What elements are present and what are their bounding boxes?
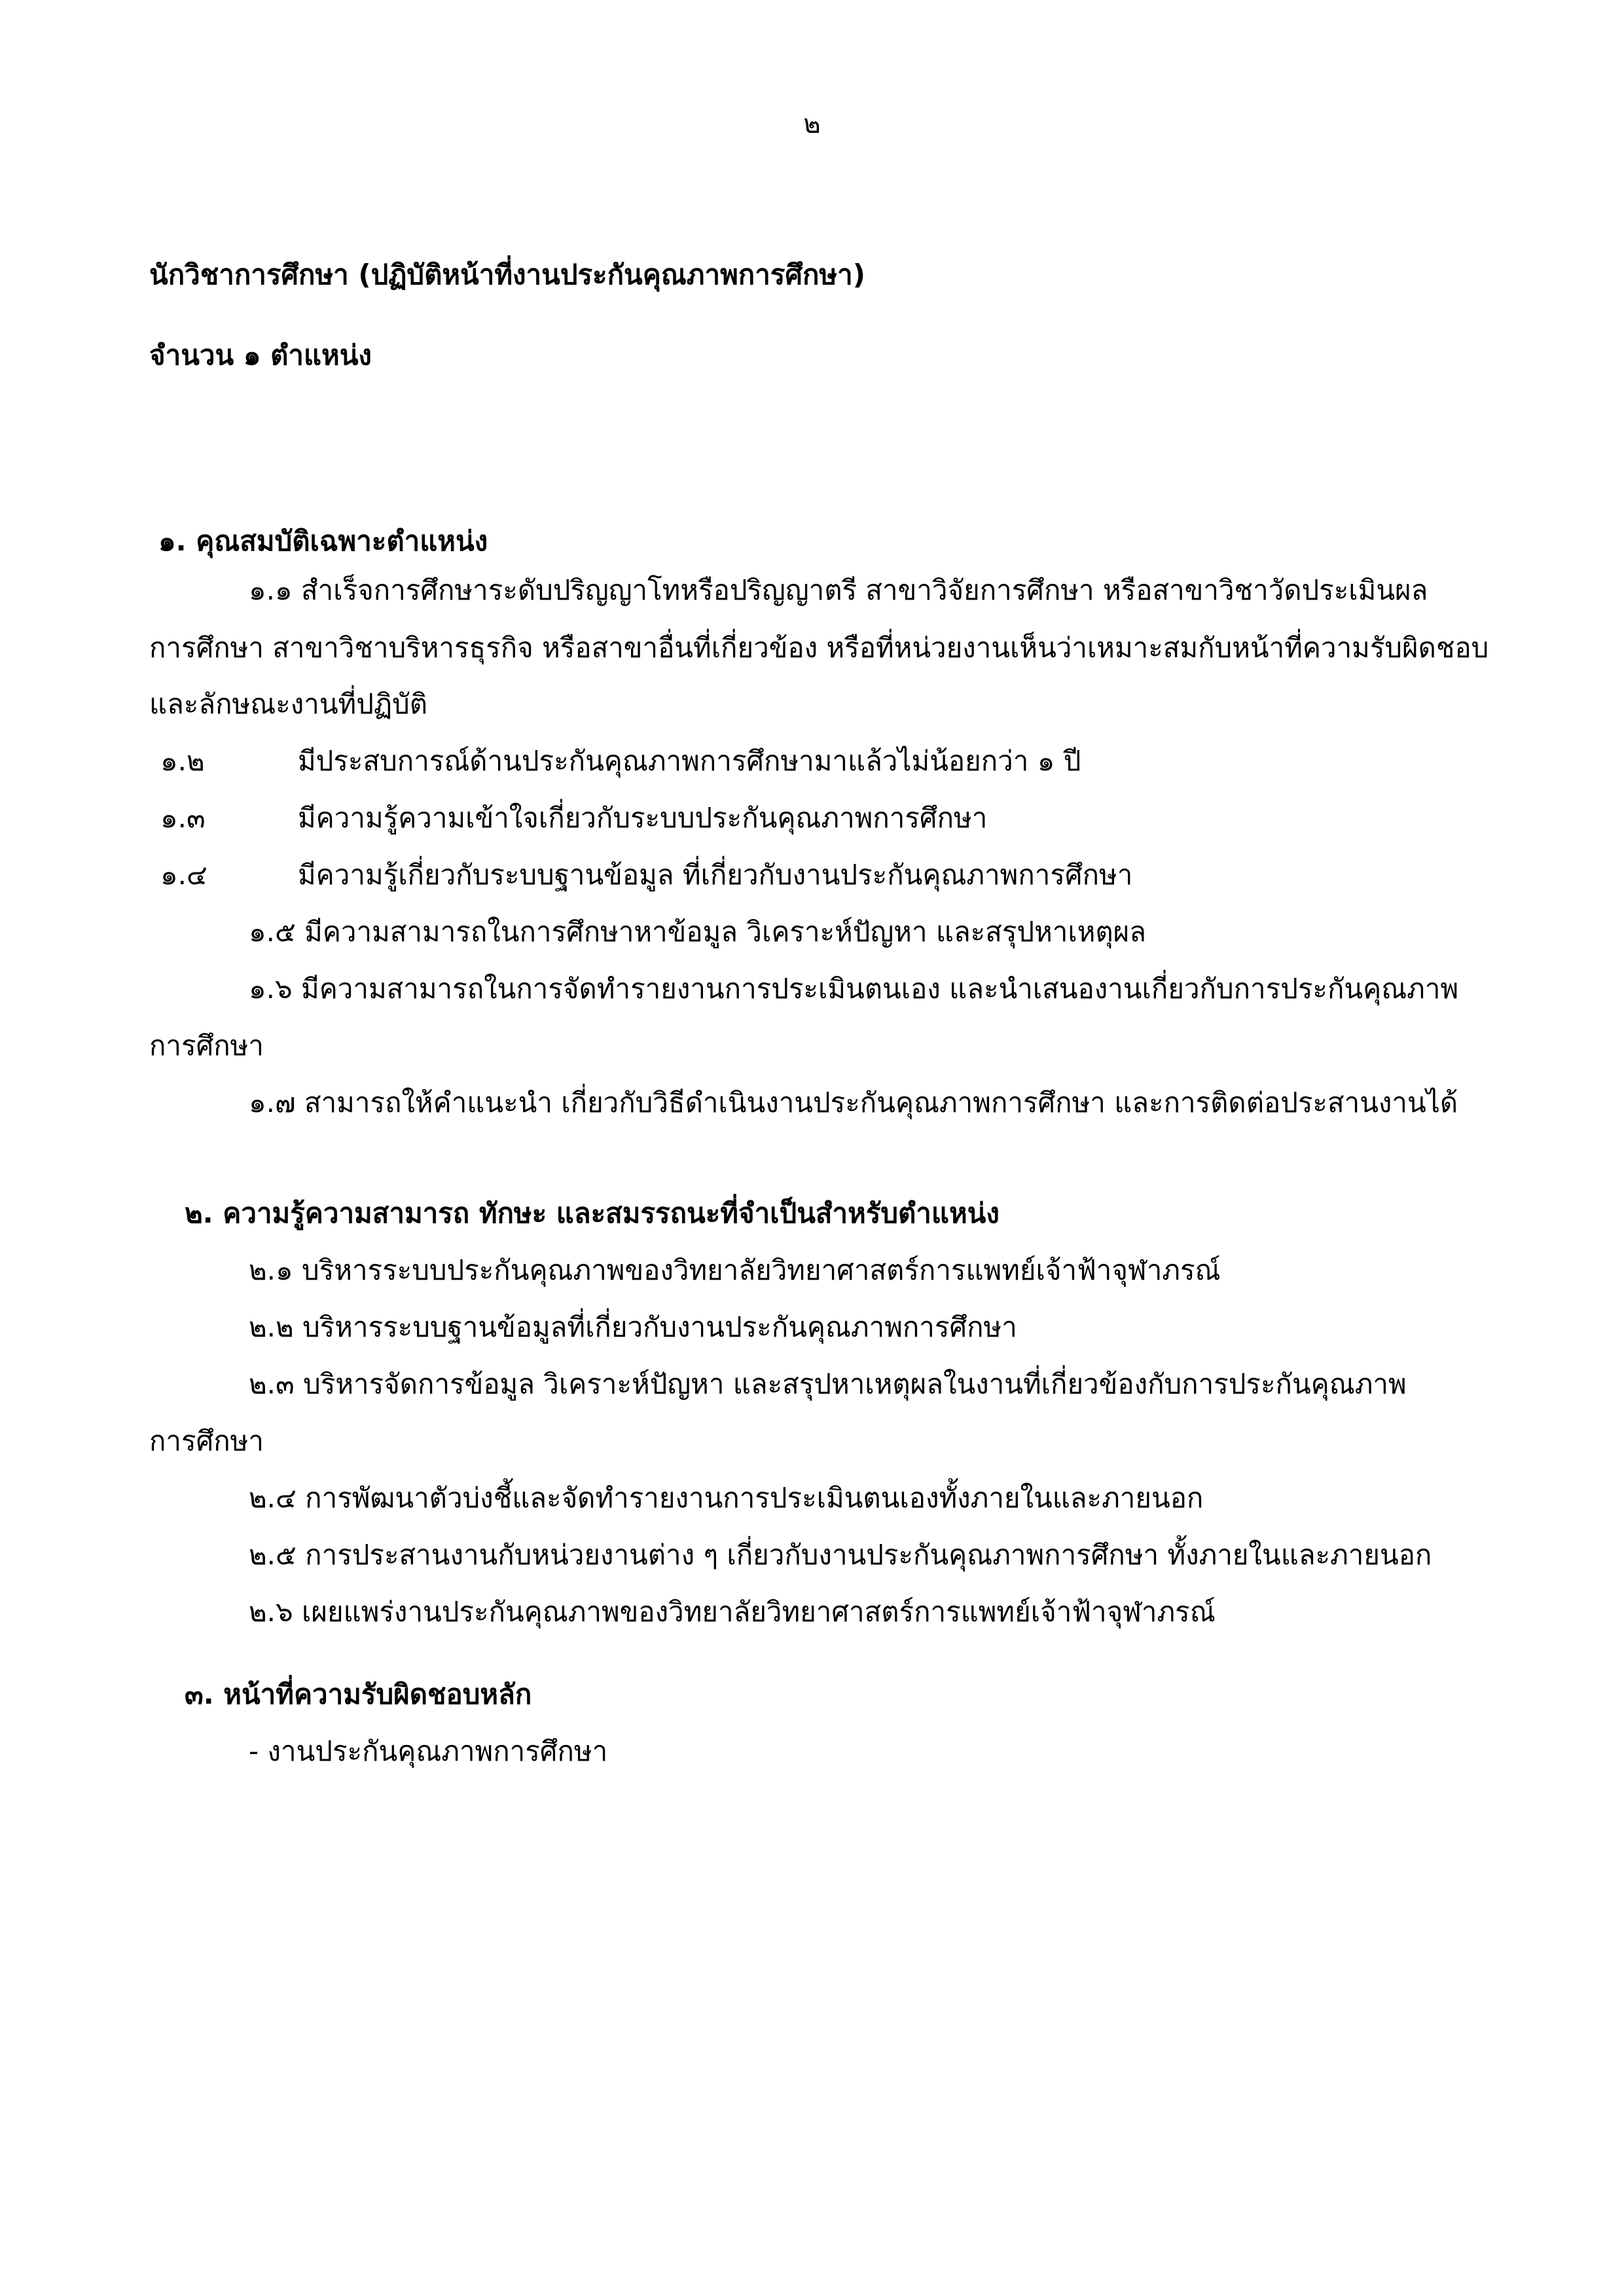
item-1-6-line-2: การศึกษา — [149, 1030, 264, 1062]
section-3-heading: ๓. หน้าที่ความรับผิดชอบหลัก — [185, 1678, 532, 1710]
section-3-item: - งานประกันคุณภาพการศึกษา — [249, 1735, 608, 1767]
item-1-3-number: ๑.๓ — [160, 802, 206, 834]
item-1-1-line-1: ๑.๑ สำเร็จการศึกษาระดับปริญญาโทหรือปริญญาตรี สาขาวิจัยการศึกษา หรือสาขาวิชาวัดประเมินผล — [249, 574, 1428, 606]
item-2-3-line-1: ๒.๓ บริหารจัดการข้อมูล วิเคราะห์ปัญหา และสรุปหาเหตุผลในงานที่เกี่ยวข้องกับการประกันคุณภาพ — [249, 1368, 1407, 1400]
item-2-1: ๒.๑ บริหารระบบประกันคุณภาพของวิทยาลัยวิทยาศาสตร์การแพทย์เจ้าฟ้าจุฬาภรณ์ — [249, 1254, 1221, 1286]
item-1-3 — [0, 798, 1624, 838]
item-1-2 — [0, 742, 1624, 781]
item-1-4-number: ๑.๔ — [160, 859, 208, 891]
item-2-4: ๒.๔ การพัฒนาตัวบ่งชี้และจัดทำรายงานการประเมินตนเองทั้งภายในและภายนอก — [249, 1482, 1204, 1514]
item-1-2-number: ๑.๒ — [160, 745, 205, 777]
position-count: จำนวน ๑ ตำแหน่ง — [149, 339, 372, 371]
position-title: นักวิชาการศึกษา (ปฏิบัติหน้าที่งานประกันคุณภาพการศึกษา) — [149, 259, 865, 291]
item-1-4-text: มีความรู้เกี่ยวกับระบบฐานข้อมูล ที่เกี่ยวกับงานประกันคุณภาพการศึกษา — [298, 859, 1133, 891]
item-1-5: ๑.๕ มีความสามารถในการศึกษาหาข้อมูล วิเคราะห์ปัญหา และสรุปหาเหตุผล — [249, 916, 1147, 948]
page-number: ๒ — [803, 109, 821, 139]
item-1-6-line-1: ๑.๖ มีความสามารถในการจัดทำรายงานการประเมินตนเอง และนำเสนองานเกี่ยวกับการประกันคุณภาพ — [249, 973, 1459, 1005]
item-1-2-text: มีประสบการณ์ด้านประกันคุณภาพการศึกษามาแล้วไม่น้อยกว่า ๑ ปี — [298, 745, 1081, 777]
item-1-1-line-2: การศึกษา สาขาวิชาบริหารธุรกิจ หรือสาขาอื่นที่เกี่ยวข้อง หรือที่หน่วยงานเห็นว่าเหมาะสมกับหน้าที่ความรับผิดชอบ — [149, 632, 1489, 664]
item-1-7: ๑.๗ สามารถให้คำแนะนำ เกี่ยวกับวิธีดำเนินงานประกันคุณภาพการศึกษา และการติดต่อประสานงานได้ — [249, 1086, 1458, 1119]
item-1-1-line-3: และลักษณะงานที่ปฏิบัติ — [149, 688, 428, 720]
item-1-3-text: มีความรู้ความเข้าใจเกี่ยวกับระบบประกันคุณภาพการศึกษา — [298, 802, 988, 834]
item-2-5: ๒.๕ การประสานงานกับหน่วยงานต่าง ๆ เกี่ยวกับงานประกันคุณภาพการศึกษา ทั้งภายในและภายนอก — [249, 1539, 1432, 1571]
section-1-heading: ๑. คุณสมบัติเฉพาะตำแหน่ง — [158, 525, 488, 557]
item-1-4 — [0, 855, 1624, 895]
item-2-6: ๒.๖ เผยแพร่งานประกันคุณภาพของวิทยาลัยวิทยาศาสตร์การแพทย์เจ้าฟ้าจุฬาภรณ์ — [249, 1596, 1216, 1628]
item-2-3-line-2: การศึกษา — [149, 1425, 264, 1457]
item-2-2: ๒.๒ บริหารระบบฐานข้อมูลที่เกี่ยวกับงานประกันคุณภาพการศึกษา — [249, 1311, 1017, 1343]
section-2-heading: ๒. ความรู้ความสามารถ ทักษะ และสมรรถนะที่จำเป็นสำหรับตำแหน่ง — [185, 1197, 1000, 1229]
